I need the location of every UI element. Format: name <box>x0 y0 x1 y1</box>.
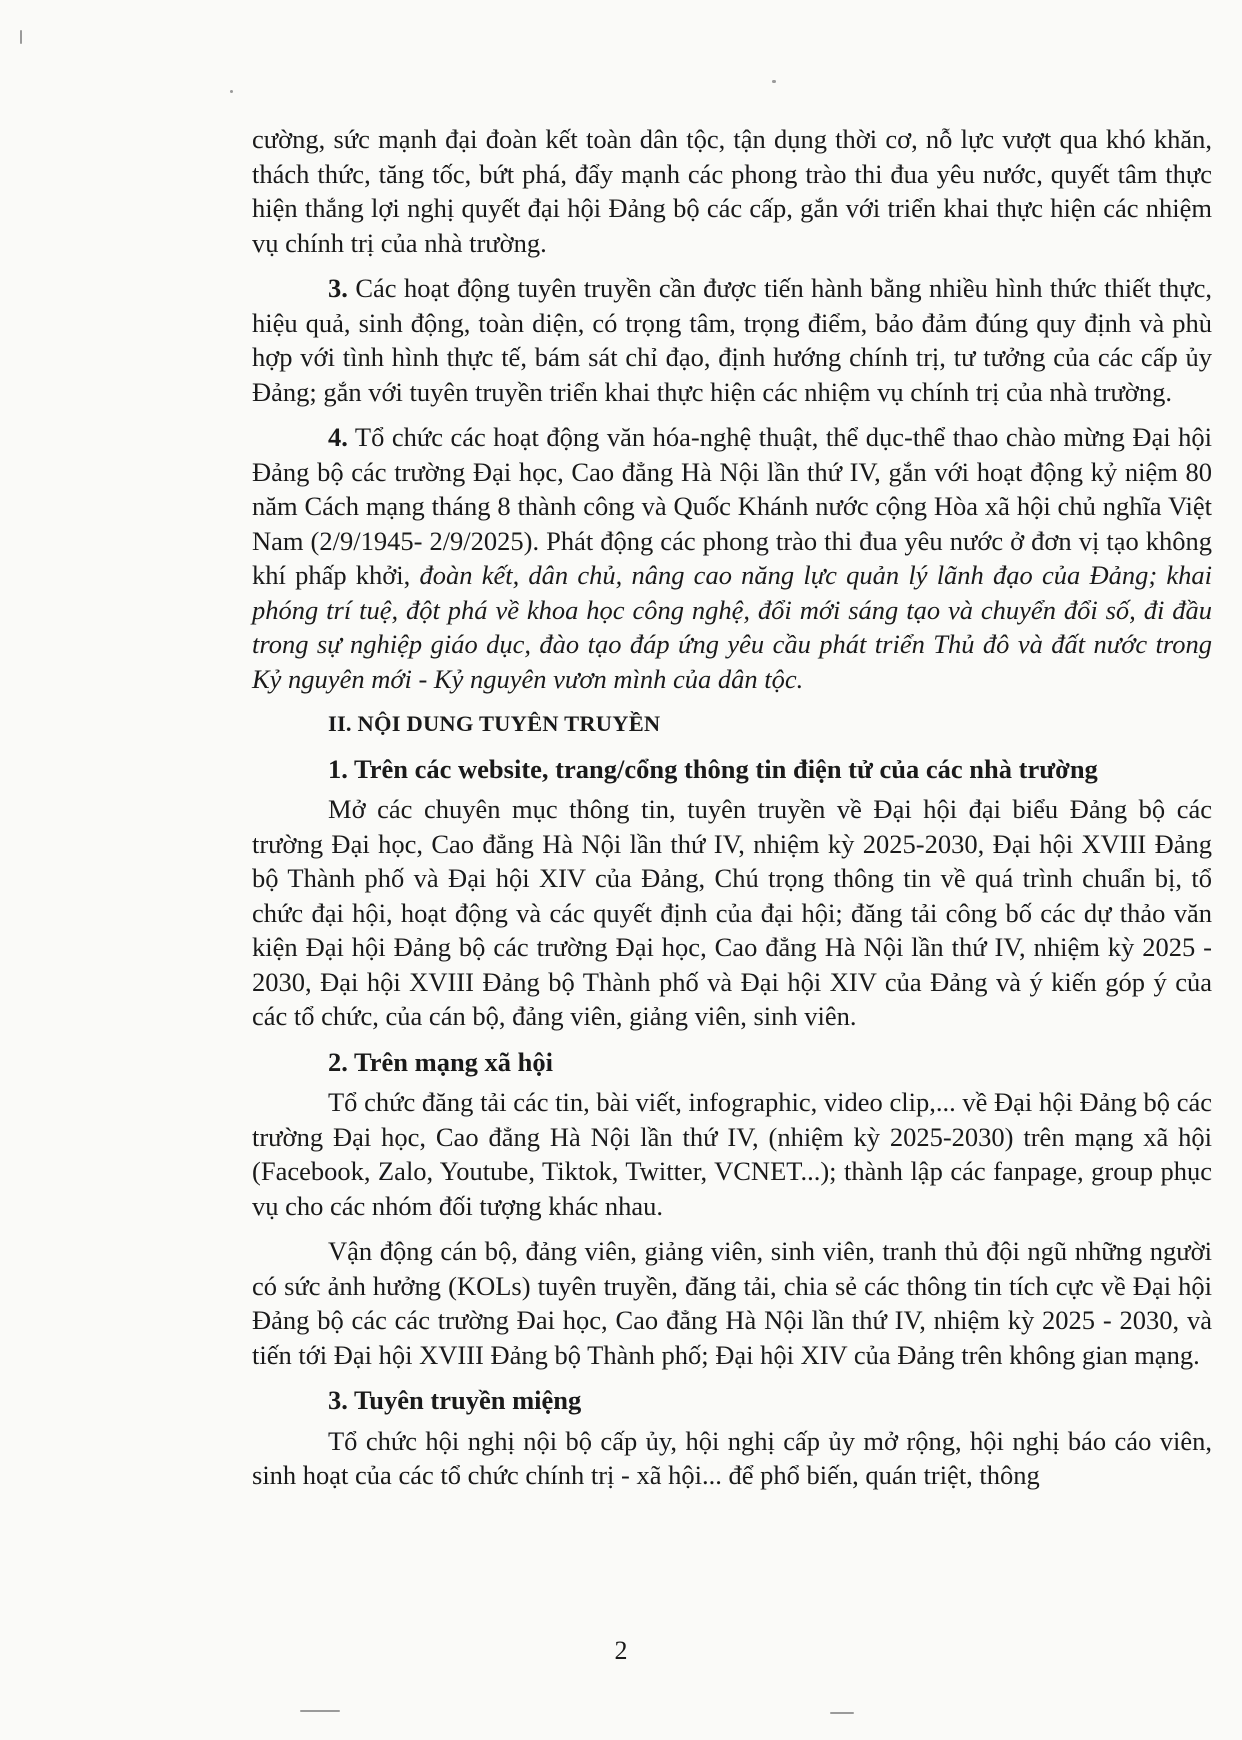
page-number: 2 <box>614 1636 628 1665</box>
subsection-paragraph: Tổ chức đăng tải các tin, bài viết, infographic, video clip,... về Đại hội Đảng bộ các trường Đại học, Cao đẳng Hà Nội lần thứ IV, (nhiệm kỳ 2025-2030) trên mạng xã hội (Facebook, Zalo, Youtube, Tiktok, Twitter, VCNET...); thành lập các fanpage, group phục vụ cho các nhóm đối tượng khác nhau. <box>252 1087 1212 1221</box>
scan-speck <box>20 30 22 44</box>
subsection-paragraph: Tổ chức hội nghị nội bộ cấp ủy, hội nghị cấp ủy mở rộng, hội nghị báo cáo viên, sinh hoạt của các tổ chức chính trị - xã hội... để phổ biến, quán triệt, thông <box>252 1425 1212 1490</box>
subsection-heading: 2. Trên mạng xã hội <box>328 1046 554 1077</box>
document-body <box>252 122 1212 1504</box>
scan-speck <box>230 90 233 93</box>
scan-speck <box>300 1710 340 1712</box>
subsection-paragraph: Mở các chuyên mục thông tin, tuyên truyền về Đại hội đại biểu Đảng bộ các trường Đại học, Cao đẳng Hà Nội lần thứ IV, nhiệm kỳ 2025-2030, Đại hội XVIII Đảng bộ Thành phố và Đại hội XIV của Đảng, Chú trọng thông tin về quá trình chuẩn bị, tổ chức đại hội, hoạt động và các quyết định của đại hội; đăng tải công bố các dự thảo văn kiện Đại hội Đảng bộ các trường Đại học, Cao đẳng Hà Nội lần thứ IV, nhiệm kỳ 2025 - 2030, Đại hội XVIII Đảng bộ Thành phố và Đại hội XIV của Đảng và ý kiến góp ý của các tổ chức, của cán bộ, đảng viên, giảng viên, sinh viên. <box>252 794 1212 1031</box>
paragraph-item-4 <box>252 420 1212 696</box>
item-text: Tổ chức các hoạt động văn hóa-nghệ thuật, thể dục-thể thao chào mừng Đại hội Đảng bộ các trường Đại học, Cao đẳng Hà Nội lần thứ IV, gắn với hoạt động kỷ niệm 80 năm Cách mạng tháng 8 thành công và Quốc Khánh nước cộng Hòa xã hội chủ nghĩa Việt Nam (2/9/1945- 2/9/2025). Phát động các phong trào thi đua yêu nước ở đơn vị tạo không khí phấp khởi, <box>252 422 1212 590</box>
scan-speck <box>772 80 776 83</box>
item-text: Các hoạt động tuyên truyền cần được tiến hành bằng nhiều hình thức thiết thực, hiệu quả, sinh động, toàn diện, có trọng tâm, trọng điểm, bảo đảm đúng quy định và phù hợp với tình hình thực tế, bám sát chỉ đạo, định hướng chính trị, tư tưởng của các cấp ủy Đảng; gắn với tuyên truyền triển khai thực hiện các nhiệm vụ chính trị của nhà trường. <box>252 273 1212 407</box>
section-heading: II. NỘI DUNG TUYÊN TRUYỀN <box>328 711 661 736</box>
item-number: 4. <box>328 422 348 452</box>
subsection-paragraph: Vận động cán bộ, đảng viên, giảng viên, sinh viên, tranh thủ đội ngũ những người có sức ảnh hưởng (KOLs) tuyên truyền, đăng tải, chia sẻ các thông tin tích cực về Đại hội Đảng bộ các các trường Đai học, Cao đẳng Hà Nội lần thứ IV, nhiệm kỳ 2025 - 2030, và tiến tới Đại hội XVIII Đảng bộ Thành phố; Đại hội XIV của Đảng trên không gian mạng. <box>252 1236 1212 1370</box>
item-number: 3. <box>328 273 348 303</box>
item-italic-text: đoàn kết, dân chủ, nâng cao năng lực quản lý lãnh đạo của Đảng; khai phóng trí tuệ, đột phá về khoa học công nghệ, đổi mới sáng tạo và chuyển đổi số, đi đầu trong sự nghiệp giáo dục, đào tạo đáp ứng yêu cầu phát triển Thủ đô và đất nước trong Kỷ nguyên mới - Kỷ nguyên vươn mình của dân tộc. <box>252 560 1212 694</box>
subsection-heading: 1. Trên các website, trang/cổng thông tin điện tử của các nhà trường <box>328 753 1098 784</box>
paragraph-item-3 <box>252 271 1212 409</box>
subsection-heading: 3. Tuyên truyền miệng <box>328 1385 582 1415</box>
scan-speck <box>830 1712 854 1714</box>
paragraph-continuation: cường, sức mạnh đại đoàn kết toàn dân tộc, tận dụng thời cơ, nỗ lực vượt qua khó khăn, thách thức, tăng tốc, bứt phá, đẩy mạnh các phong trào thi đua yêu nước, quyết tâm thực hiện thắng lợi nghị quyết đại hội Đảng bộ các cấp, gắn với triển khai thực hiện các nhiệm vụ chính trị của nhà trường. <box>252 124 1212 258</box>
